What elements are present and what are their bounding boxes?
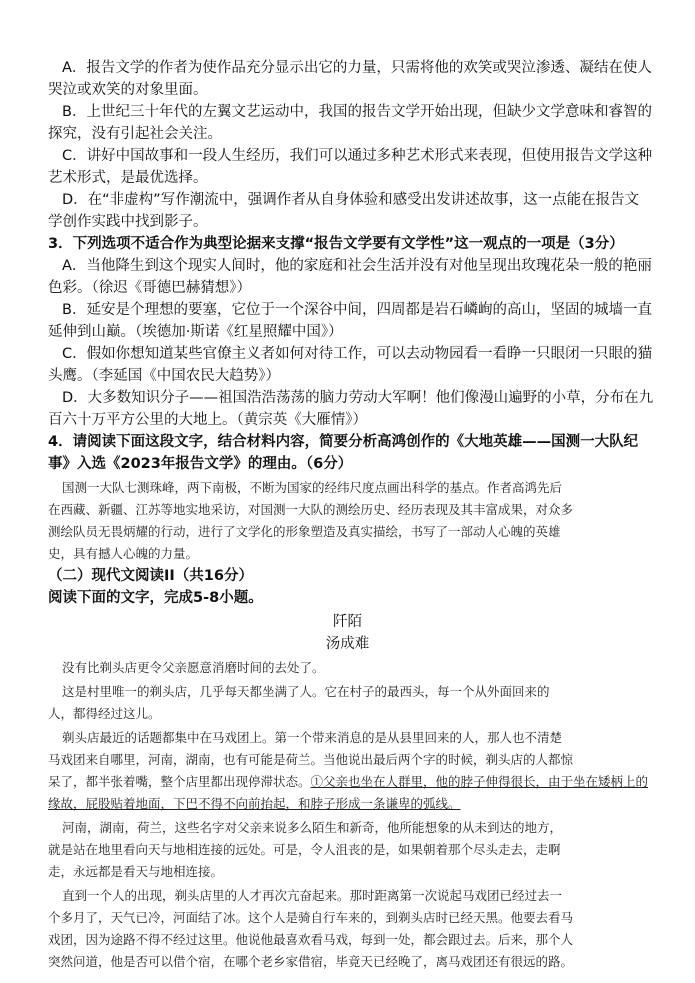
q3-option-a-line2: 色彩。（徐迟《哥德巴赫猜想》）	[48, 280, 251, 296]
q2-option-a-line1: A．报告文学的作者为使作品充分显示出它的力量，只需将他的欢笑或哭泣渗透、凝结在使人	[62, 60, 652, 76]
q3-stem: 3．下列选项不适合作为典型论据来支撑“报告文学要有文学性”这一观点的一项是（3分）	[48, 236, 624, 252]
q3-option-c-line1: C．假如你想知道某些官僚主义者如何对待工作，可以去动物园看一看睁一只眼闭一只眼的猫	[62, 346, 653, 362]
q4-material-line3: 测绘队员无畏炳耀的行动，进行了文学化的形象塑造及真实描绘，书写了一部动人心魄的英雄	[48, 524, 561, 539]
underlined-sentence-1-cont: 缘故，屁股贴着地面，下巴不得不向前抬起，和脖子形成一条谦卑的弧线。	[48, 796, 461, 811]
story-p3-line1: 剃头店最近的话题都集中在马戏团上。第一个带来消息的是从县里回来的人，那人也不清楚	[62, 730, 563, 745]
section-title: （二）现代文阅读II（共16分）	[48, 568, 253, 584]
story-author: 汤成难	[325, 636, 370, 652]
q3-option-d-line1: D．大多数知识分子——祖国浩浩荡荡的脑力劳动大军啊！他们像漫山遍野的小草，分布在九	[62, 390, 654, 406]
q4-material-line4: 史，具有撼人心魄的力量。	[48, 546, 199, 561]
q4-material-line2: 在西藏、新疆、江苏等地实地采访，对国测一大队的测绘历史、经历表现及其丰富成果，对众多	[48, 502, 574, 517]
story-p3-line3-plain: 呆了，都半张着嘴，整个店里都出现停滞状态。	[48, 774, 311, 789]
story-p1-line1: 没有比剃头店更令父亲愿意消磨时间的去处了。	[62, 660, 325, 675]
q3-option-d-line2: 百六十万平方公里的大地上。（黄宗英《大雁情》）	[48, 412, 367, 428]
story-p4-line3: 走，永远都是看天与地相连接。	[48, 864, 224, 879]
story-p5-line4: 突然问道，他是否可以借个宿，在哪个老乡家借宿，毕竟天已经晚了，离马戏团还有很远的路。	[48, 954, 574, 969]
story-p3-line2: 马戏团来自哪里，河南，湖南，也有可能是荷兰。当他说出最后两个字的时候，剃头店的人都惊	[48, 752, 574, 767]
q3-option-b-line2: 延伸到山巅。（埃德加·斯诺《红星照耀中国》）	[48, 324, 343, 340]
q2-option-b-line1: B．上世纪三十年代的左翼文艺运动中，我国的报告文学开始出现，但缺少文学意味和睿智的	[62, 104, 652, 120]
q3-option-b-line1: B．延安是个理想的要塞，它位于一个深谷中间，四周都是岩石嶙峋的高山，坚固的城墙一直	[62, 302, 652, 318]
q2-option-c-line1: C．讲好中国故事和一段人生经历，我们可以通过多种艺术形式来表现，但使用报告文学这种	[62, 148, 653, 164]
q4-stem-line2: 事》入选《2023年报告文学》的理由。（6分）	[48, 456, 353, 472]
underlined-sentence-1: ①父亲也坐在人群里，他的脖子伸得很长，由于坐在矮柄上的	[310, 774, 649, 789]
q4-material-line1: 国测一大队七测珠峰，两下南极，不断为国家的经纬尺度点画出科学的基点。作者高鸿先后	[62, 480, 563, 495]
story-p3-line3	[48, 772, 648, 792]
story-p2-line2: 人，都得经过这儿。	[48, 706, 161, 721]
q3-option-c-line2: 头鹰。（李延国《中国农民大趋势》）	[48, 368, 280, 384]
story-title: 阡陌	[333, 614, 362, 630]
story-p5-line2: 个多月了，天气已冷，河面结了冰。这个人是骑自行车来的，到剃头店时已经天黑。他要去看马	[48, 910, 574, 925]
section-instruction: 阅读下面的文字，完成5-8小题。	[48, 590, 263, 606]
story-p4-line2: 就是站在地里看向天与地相连接的远处。可是，令人沮丧的是，如果朝着那个尽头走去，走啊	[48, 842, 561, 857]
q2-option-c-line2: 艺术形式，是最优选择。	[48, 170, 208, 186]
q2-option-a-line2: 哭泣或欢笑的对象里面。	[48, 82, 208, 98]
q4-stem-line1: 4．请阅读下面这段文字，结合材料内容，简要分析高鸿创作的《大地英雄——国测一大队纪	[48, 434, 639, 450]
q2-option-b-line2: 探究，没有引起社会关注。	[48, 126, 222, 142]
q2-option-d-line2: 学创作实践中找到影子。	[48, 214, 208, 230]
story-p4-line1: 河南，湖南，荷兰，这些名字对父亲来说多么陌生和新奇，他所能想象的从未到达的地方，	[62, 820, 563, 835]
story-p5-line3: 戏团，因为途路不得不经过这里。他说他最喜欢看马戏，每到一处，都会跟过去。后来，那个人	[48, 932, 574, 947]
q2-option-d-line1: D．在“非虚构”写作潮流中，强调作者从自身体验和感受出发讲述故事，这一点能在报告文	[62, 192, 640, 208]
q3-option-a-line1: A．当他降生到这个现实人间时，他的家庭和社会生活并没有对他呈现出玫瑰花朵一般的艳丽	[62, 258, 652, 274]
story-p2-line1: 这是村里唯一的剃头店，几乎每天都坐满了人。它在村子的最西头，每一个从外面回来的	[62, 684, 550, 699]
story-p5-line1: 直到一个人的出现，剃头店里的人才再次亢奋起来。那时距离第一次说起马戏团已经过去一	[62, 888, 563, 903]
